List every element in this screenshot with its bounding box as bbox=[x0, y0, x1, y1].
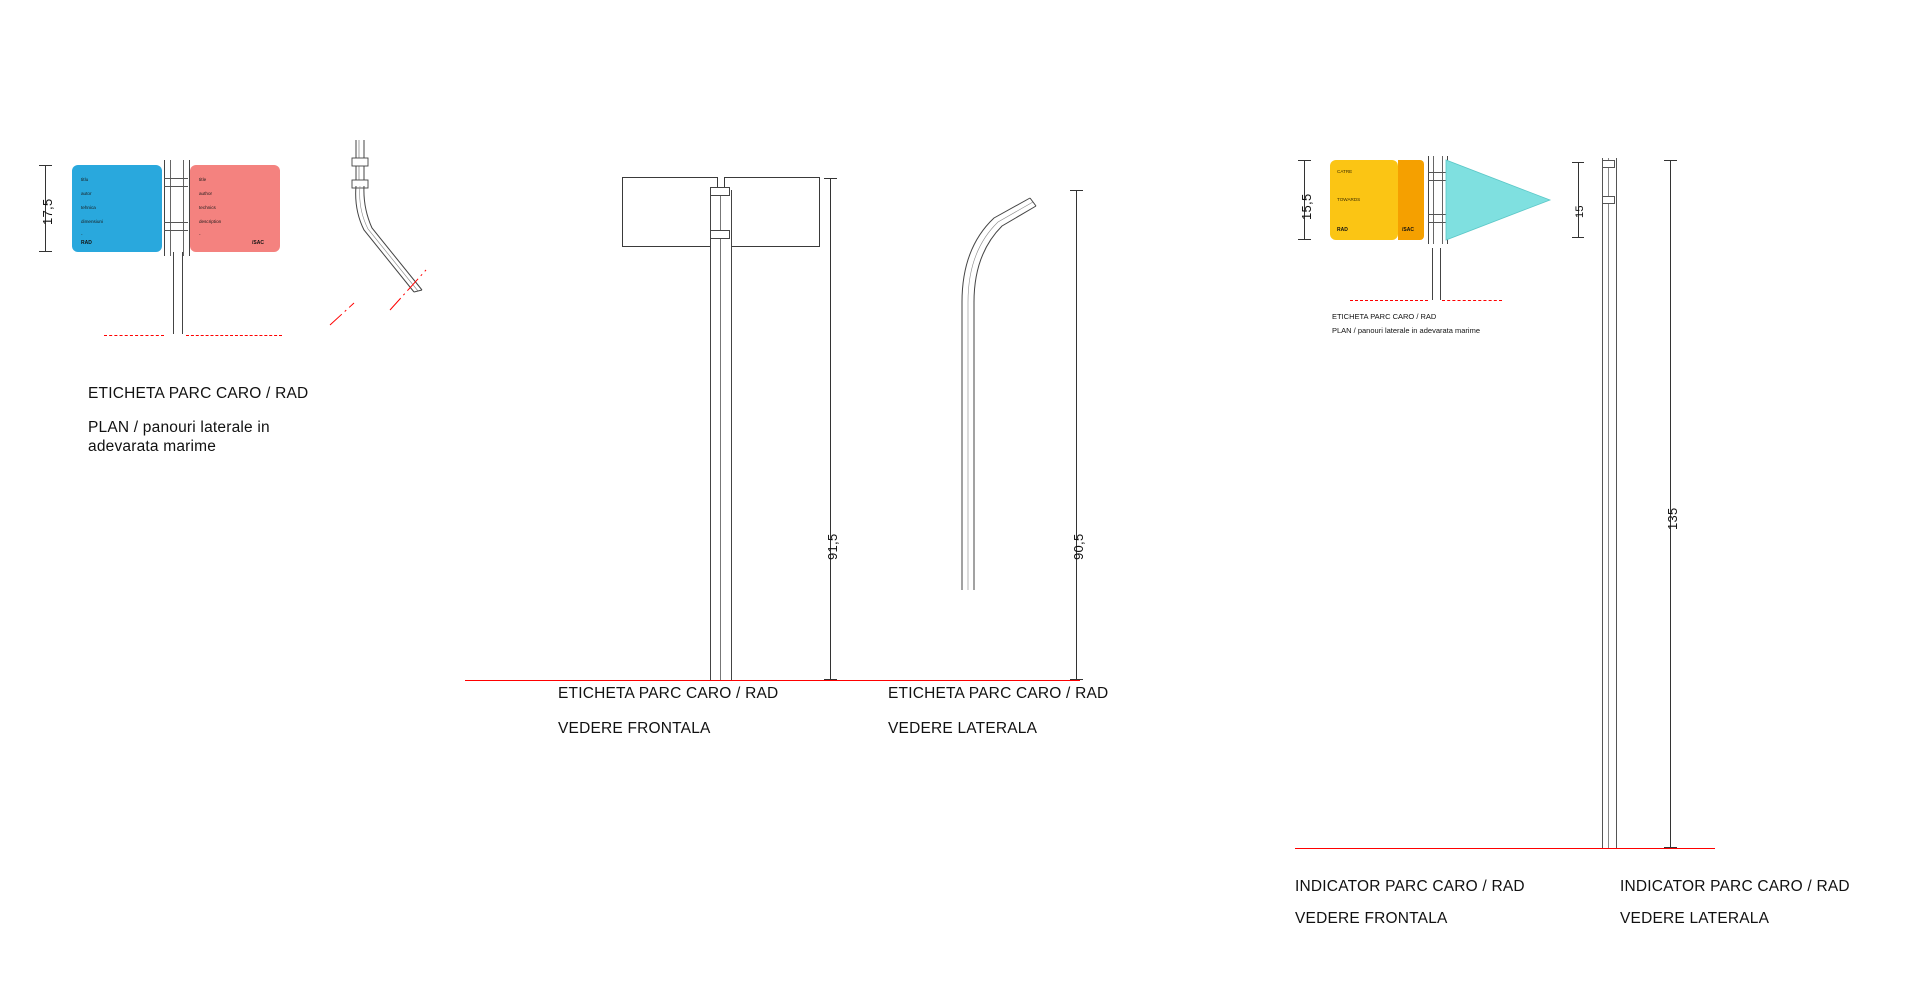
dim-tick-15-5-top bbox=[1298, 160, 1311, 161]
caption-plan-eticheta-2: PLAN / panouri laterale in bbox=[88, 419, 270, 436]
caption-plan-eticheta-3: adevarata marime bbox=[88, 438, 217, 455]
panel-left-line-3: tehnica bbox=[81, 205, 96, 210]
plan-pole-stem bbox=[173, 252, 183, 334]
dim-tick-135-bottom bbox=[1664, 847, 1677, 848]
indicator-arrow-cyan bbox=[1446, 158, 1556, 250]
panel-right-footer: /SAC bbox=[252, 240, 264, 246]
panel-right-line-3: technics bbox=[199, 205, 216, 210]
panel-right-line-1: title bbox=[199, 177, 207, 182]
dim-tick-90-5-top bbox=[1070, 190, 1083, 191]
dim-tick-15-5-bottom bbox=[1298, 239, 1311, 240]
bent-arm-detail-svg bbox=[330, 140, 520, 390]
dim-tick-91-5-top bbox=[824, 178, 837, 179]
caption-plan-eticheta-1: ETICHETA PARC CARO / RAD bbox=[88, 385, 309, 402]
view-side-eticheta bbox=[888, 130, 1190, 737]
indicator-panel-orange bbox=[1398, 160, 1424, 240]
panel-left-footer: RAD bbox=[81, 240, 92, 246]
front-panel-left bbox=[622, 177, 718, 247]
dim-label-135: 135 bbox=[1665, 507, 1680, 530]
indicator-panel-line-1: CATRE bbox=[1337, 169, 1353, 174]
view-plan-eticheta-side-detail bbox=[330, 140, 520, 390]
plan-center-line-left bbox=[104, 335, 164, 336]
indicator-plan-pole-detail bbox=[1426, 156, 1448, 248]
plan-panel-left bbox=[72, 165, 162, 252]
plan-center-line-right bbox=[186, 335, 282, 336]
indicator-panel-footer-left: RAD bbox=[1337, 227, 1348, 233]
dim-line-91-5 bbox=[830, 178, 831, 680]
caption-front-indicator-1: INDICATOR PARC CARO / RAD bbox=[1295, 878, 1525, 895]
front-pole-centerline bbox=[720, 190, 721, 680]
front-indicator-pole bbox=[1602, 158, 1617, 848]
dim-tick-135-top bbox=[1664, 160, 1677, 161]
dim-line-90-5 bbox=[1076, 190, 1077, 680]
front-panel-right bbox=[724, 177, 820, 247]
front-indicator-clamp-top bbox=[1602, 160, 1615, 168]
indicator-panel-footer-right: /SAC bbox=[1402, 227, 1414, 233]
front-indicator-pole-centerline bbox=[1608, 158, 1609, 848]
caption-front-indicator-2: VEDERE FRONTALA bbox=[1295, 910, 1448, 927]
caption-front-eticheta-1: ETICHETA PARC CARO / RAD bbox=[558, 685, 779, 702]
front-indicator-clamp-bottom bbox=[1602, 196, 1615, 204]
front-pole-clamp-bottom bbox=[710, 230, 730, 239]
caption-plan-indicator-2: PLAN / panouri laterale in adevarata marime bbox=[1332, 326, 1480, 335]
panel-right-line-4: description bbox=[199, 219, 222, 224]
view-plan-indicator bbox=[1290, 130, 1570, 380]
dim-label-17-5: 17,5 bbox=[40, 198, 55, 225]
front-pole bbox=[710, 190, 732, 680]
dim-tick-top bbox=[39, 165, 52, 166]
indicator-plan-pole-stem bbox=[1432, 248, 1441, 300]
panel-right-line-5: - bbox=[199, 232, 201, 237]
indicator-center-line-left bbox=[1350, 300, 1428, 301]
front-pole-clamp-top bbox=[710, 187, 730, 196]
dim-tick-bottom bbox=[39, 251, 52, 252]
indicator-panel-yellow bbox=[1330, 160, 1398, 240]
panel-left-line-4: dimensiuni bbox=[81, 219, 103, 224]
caption-side-eticheta-1: ETICHETA PARC CARO / RAD bbox=[888, 685, 1109, 702]
plan-pole-detail bbox=[162, 160, 190, 260]
dim-label-15-5: 15,5 bbox=[1299, 193, 1314, 220]
panel-left-line-5: - bbox=[81, 232, 83, 237]
dim-line-135 bbox=[1670, 160, 1671, 848]
side-ground-line bbox=[750, 680, 1080, 681]
dim-label-91-5: 91,5 bbox=[825, 533, 840, 560]
indicator-panel-line-2: TOWARDS bbox=[1337, 197, 1361, 202]
dim-tick-90-5-bottom bbox=[1070, 679, 1083, 680]
caption-side-indicator-2: VEDERE LATERALA bbox=[1620, 910, 1770, 927]
panel-left-line-1: titlu bbox=[81, 177, 89, 182]
panel-right-line-2: author bbox=[199, 191, 213, 196]
dim-label-15: 15 bbox=[1574, 205, 1586, 218]
caption-side-indicator-1: INDICATOR PARC CARO / RAD bbox=[1620, 878, 1850, 895]
dim-label-90-5: 90,5 bbox=[1071, 533, 1086, 560]
dim-tick-15-top bbox=[1572, 162, 1584, 163]
caption-plan-indicator-1: ETICHETA PARC CARO / RAD bbox=[1332, 312, 1437, 321]
dim-line-15 bbox=[1578, 162, 1579, 238]
dim-tick-15-bottom bbox=[1572, 237, 1584, 238]
front-indicator-ground-line bbox=[1295, 848, 1715, 849]
panel-left-line-2: autor bbox=[81, 191, 92, 196]
view-front-eticheta bbox=[558, 130, 860, 737]
caption-front-eticheta-2: VEDERE FRONTALA bbox=[558, 720, 711, 737]
side-eticheta-svg bbox=[890, 170, 1090, 630]
plan-panel-right bbox=[190, 165, 280, 252]
indicator-center-line-right bbox=[1442, 300, 1502, 301]
caption-side-eticheta-2: VEDERE LATERALA bbox=[888, 720, 1038, 737]
